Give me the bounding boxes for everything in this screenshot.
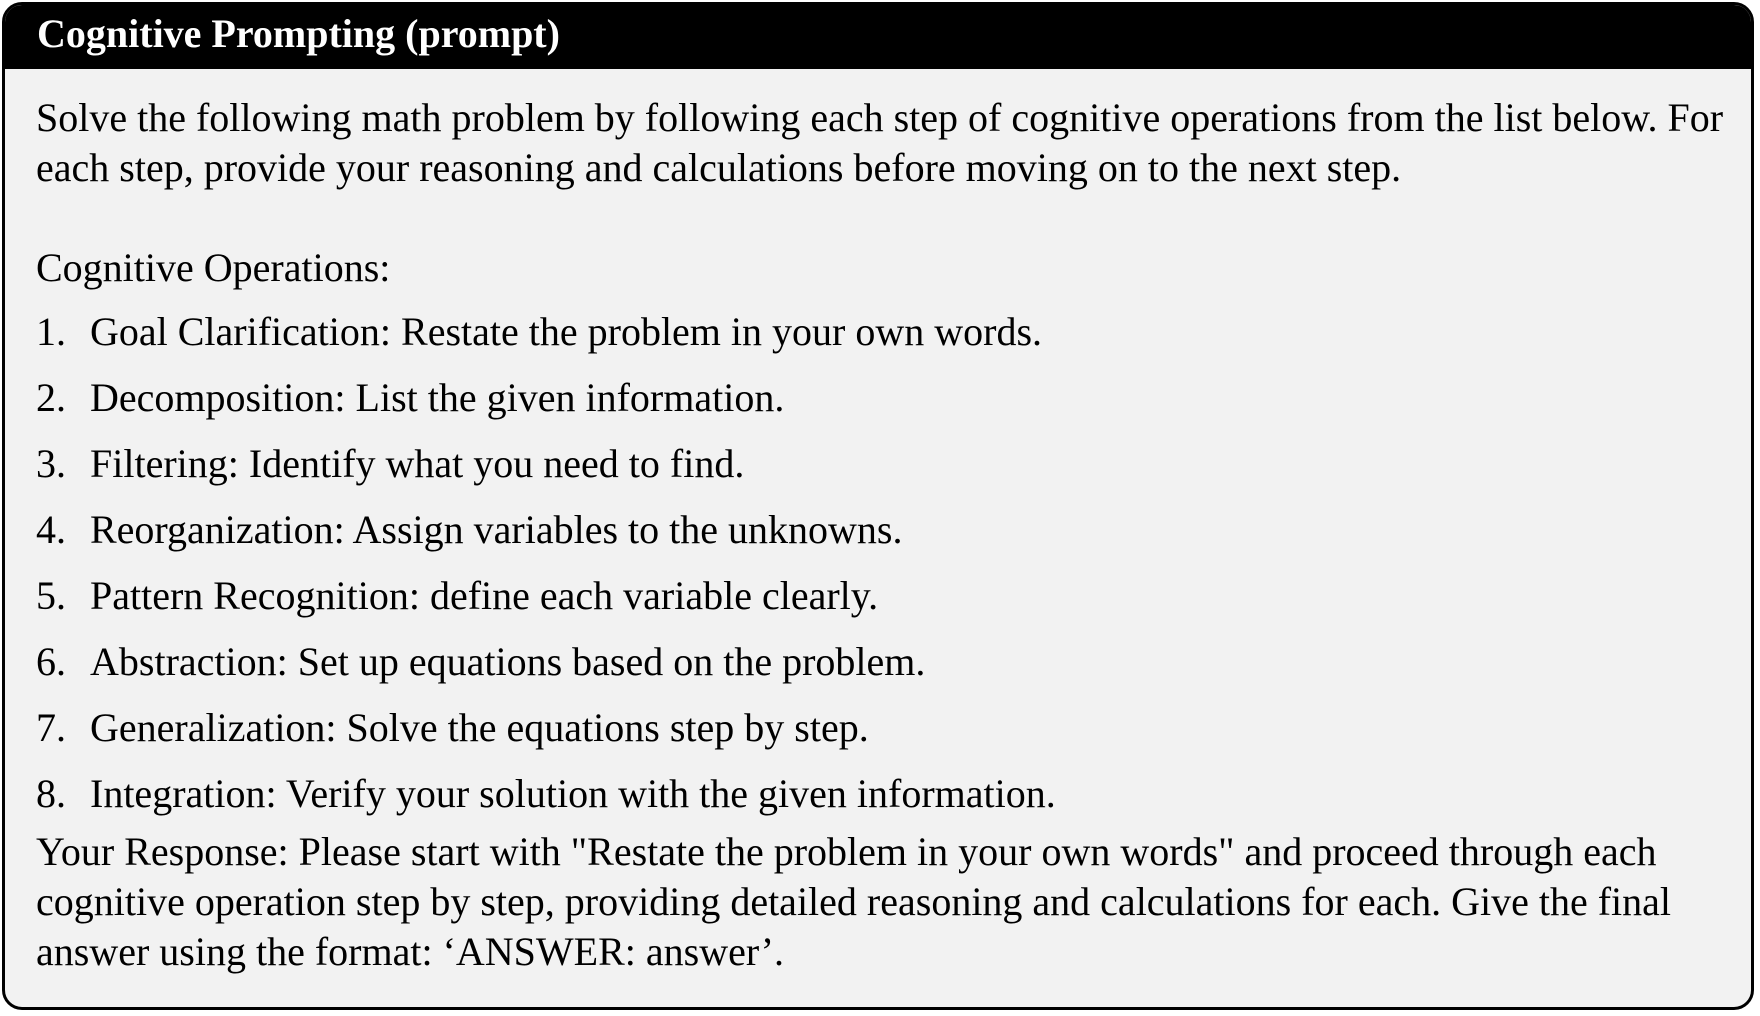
operation-number: 3. — [36, 441, 66, 486]
operation-text: Decomposition: List the given information. — [90, 375, 785, 420]
operation-item — [36, 769, 1731, 835]
prompt-body — [5, 69, 1751, 977]
operation-text: Generalization: Solve the equations step by step. — [90, 705, 869, 750]
operation-number: 7. — [36, 705, 66, 750]
prompt-header — [5, 5, 1751, 69]
operation-number: 2. — [36, 375, 66, 420]
operation-text: Goal Clarification: Restate the problem in your own words. — [90, 309, 1043, 354]
operation-number: 6. — [36, 639, 66, 684]
operation-number: 4. — [36, 507, 66, 552]
prompt-box — [2, 2, 1754, 1010]
operation-text: Integration: Verify your solution with the given information. — [90, 771, 1056, 816]
operation-item — [36, 637, 1731, 703]
operation-item — [36, 571, 1731, 637]
operation-number: 5. — [36, 573, 66, 618]
operation-item — [36, 703, 1731, 769]
operation-item — [36, 439, 1731, 505]
operation-text: Filtering: Identify what you need to find. — [90, 441, 745, 486]
operation-item — [36, 373, 1731, 439]
operation-item — [36, 307, 1731, 373]
operation-item — [36, 505, 1731, 571]
response-paragraph: Your Response: Please start with "Restate the problem in your own words" and proceed through each cognitive operation step by step, providing detailed reasoning and calculations for each. Give the final answer using the format: ‘ANSWER: answer’. — [36, 829, 1672, 974]
operation-text: Abstraction: Set up equations based on the problem. — [90, 639, 926, 684]
operation-number: 1. — [36, 309, 66, 354]
prompt-title: Cognitive Prompting (prompt) — [37, 11, 560, 56]
operations-title: Cognitive Operations: — [36, 245, 391, 290]
intro-paragraph: Solve the following math problem by following each step of cognitive operations from the list below. For each step, provide your reasoning and calculations before moving on to the next step. — [36, 95, 1724, 190]
operation-text: Pattern Recognition: define each variable clearly. — [90, 573, 879, 618]
operation-text: Reorganization: Assign variables to the unknowns. — [90, 507, 903, 552]
operation-number: 8. — [36, 771, 66, 816]
operations-list — [36, 307, 1731, 835]
